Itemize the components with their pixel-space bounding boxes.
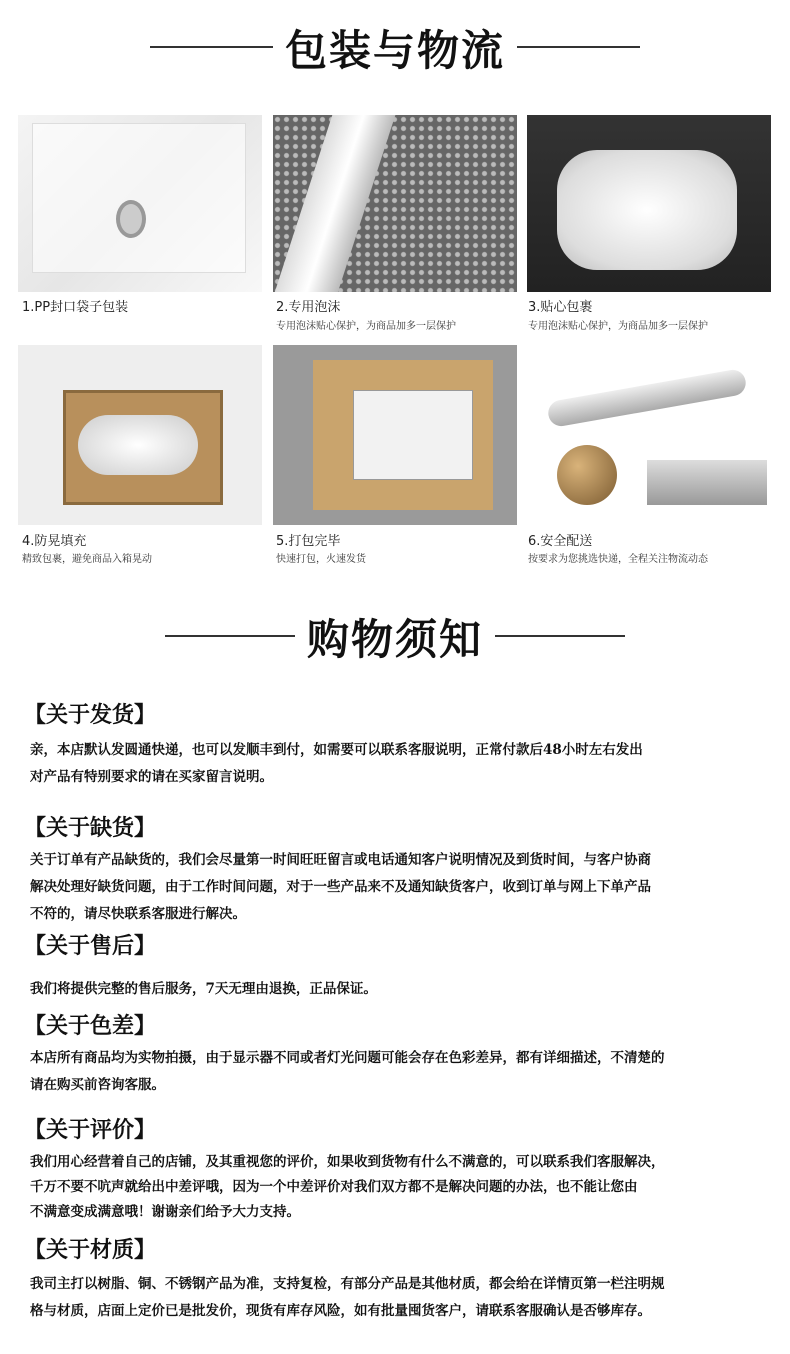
filled-box-photo xyxy=(18,345,262,525)
text-line: 我司主打以树脂、铜、不锈钢产品为准，支持复检，有部分产品是其他材质，都会给在详情页第一栏注明规 xyxy=(30,1276,665,1292)
pendant-icon xyxy=(116,200,146,238)
text-line: 解决处理好缺货问题，由于工作时间问题，对于一些产品来不及通知缺货客户，收到订单与网上下单产品 xyxy=(30,879,651,895)
text-line: 不符的，请尽快联系客服进行解决。 xyxy=(30,906,246,922)
section-heading: 【关于评价】 xyxy=(24,1117,157,1143)
section-heading: 【关于色差】 xyxy=(24,1013,157,1039)
step-label: 4.防晃填充 xyxy=(22,534,87,549)
wrapped-package-photo xyxy=(527,115,771,292)
step-desc: 快速打包，火速发货 xyxy=(276,554,366,565)
section-body xyxy=(30,1045,775,1099)
section-body xyxy=(30,847,775,928)
step-label: 6.安全配送 xyxy=(528,534,593,549)
packaging-title: 包装与物流 xyxy=(0,18,790,78)
bubble-wrap-photo xyxy=(273,115,517,292)
step-label: 2.专用泡沫 xyxy=(276,300,341,315)
delivery-photo xyxy=(527,345,771,525)
section-heading: 【关于发货】 xyxy=(24,702,157,728)
text-line: 对产品有特别要求的请在买家留言说明。 xyxy=(30,769,273,785)
section-body xyxy=(30,1271,775,1325)
text-line: 我们用心经营着自己的店铺，及其重视您的评价，如果收到货物有什么不满意的，可以联系我们客服解决， xyxy=(30,1154,665,1170)
section-body xyxy=(30,976,775,1003)
step-desc: 精致包裹，避免商品入箱晃动 xyxy=(22,554,152,565)
step-desc: 专用泡沫贴心保护，为商品加多一层保护 xyxy=(276,321,456,332)
step-desc: 专用泡沫贴心保护，为商品加多一层保护 xyxy=(528,321,708,332)
step-desc: 按要求为您挑选快递，全程关注物流动态 xyxy=(528,554,708,565)
packed-box-photo xyxy=(273,345,517,525)
text-line: 我们将提供完整的售后服务，7天无理由退换，正品保证。 xyxy=(30,981,377,997)
section-heading: 【关于售后】 xyxy=(24,933,157,959)
airplane-icon xyxy=(546,368,747,428)
text-line: 关于订单有产品缺货的，我们会尽量第一时间旺旺留言或电话通知客户说明情况及到货时间，与客户协商 xyxy=(30,852,651,868)
step-label: 1.PP封口袋子包装 xyxy=(22,300,129,315)
section-heading: 【关于缺货】 xyxy=(24,815,157,841)
text-line: 亲，本店默认发圆通快递，也可以发顺丰到付，如需要可以联系客服说明，正常付款后48小时左右发出 xyxy=(30,742,643,758)
section-body xyxy=(30,737,775,791)
step-label: 3.贴心包裹 xyxy=(528,300,593,315)
text-line: 请在购买前咨询客服。 xyxy=(30,1077,165,1093)
text-line: 千万不要不吭声就给出中差评哦，因为一个中差评价对我们双方都不是解决问题的办法，也不能让您由 xyxy=(30,1179,638,1195)
text-line: 格与材质，店面上定价已是批发价，现货有库存风险，如有批量囤货客户，请联系客服确认是否够库存。 xyxy=(30,1303,651,1319)
step-label: 5.打包完毕 xyxy=(276,534,341,549)
text-line: 本店所有商品均为实物拍摄，由于显示器不同或者灯光问题可能会存在色彩差异，都有详细描述，不清楚的 xyxy=(30,1050,665,1066)
truck-icon xyxy=(647,460,767,505)
section-body xyxy=(30,1150,775,1225)
section-heading: 【关于材质】 xyxy=(24,1237,157,1263)
notice-title: 购物须知 xyxy=(0,607,790,667)
pp-bag-photo xyxy=(18,115,262,292)
text-line: 不满意变成满意哦！谢谢亲们给予大力支持。 xyxy=(30,1204,300,1220)
